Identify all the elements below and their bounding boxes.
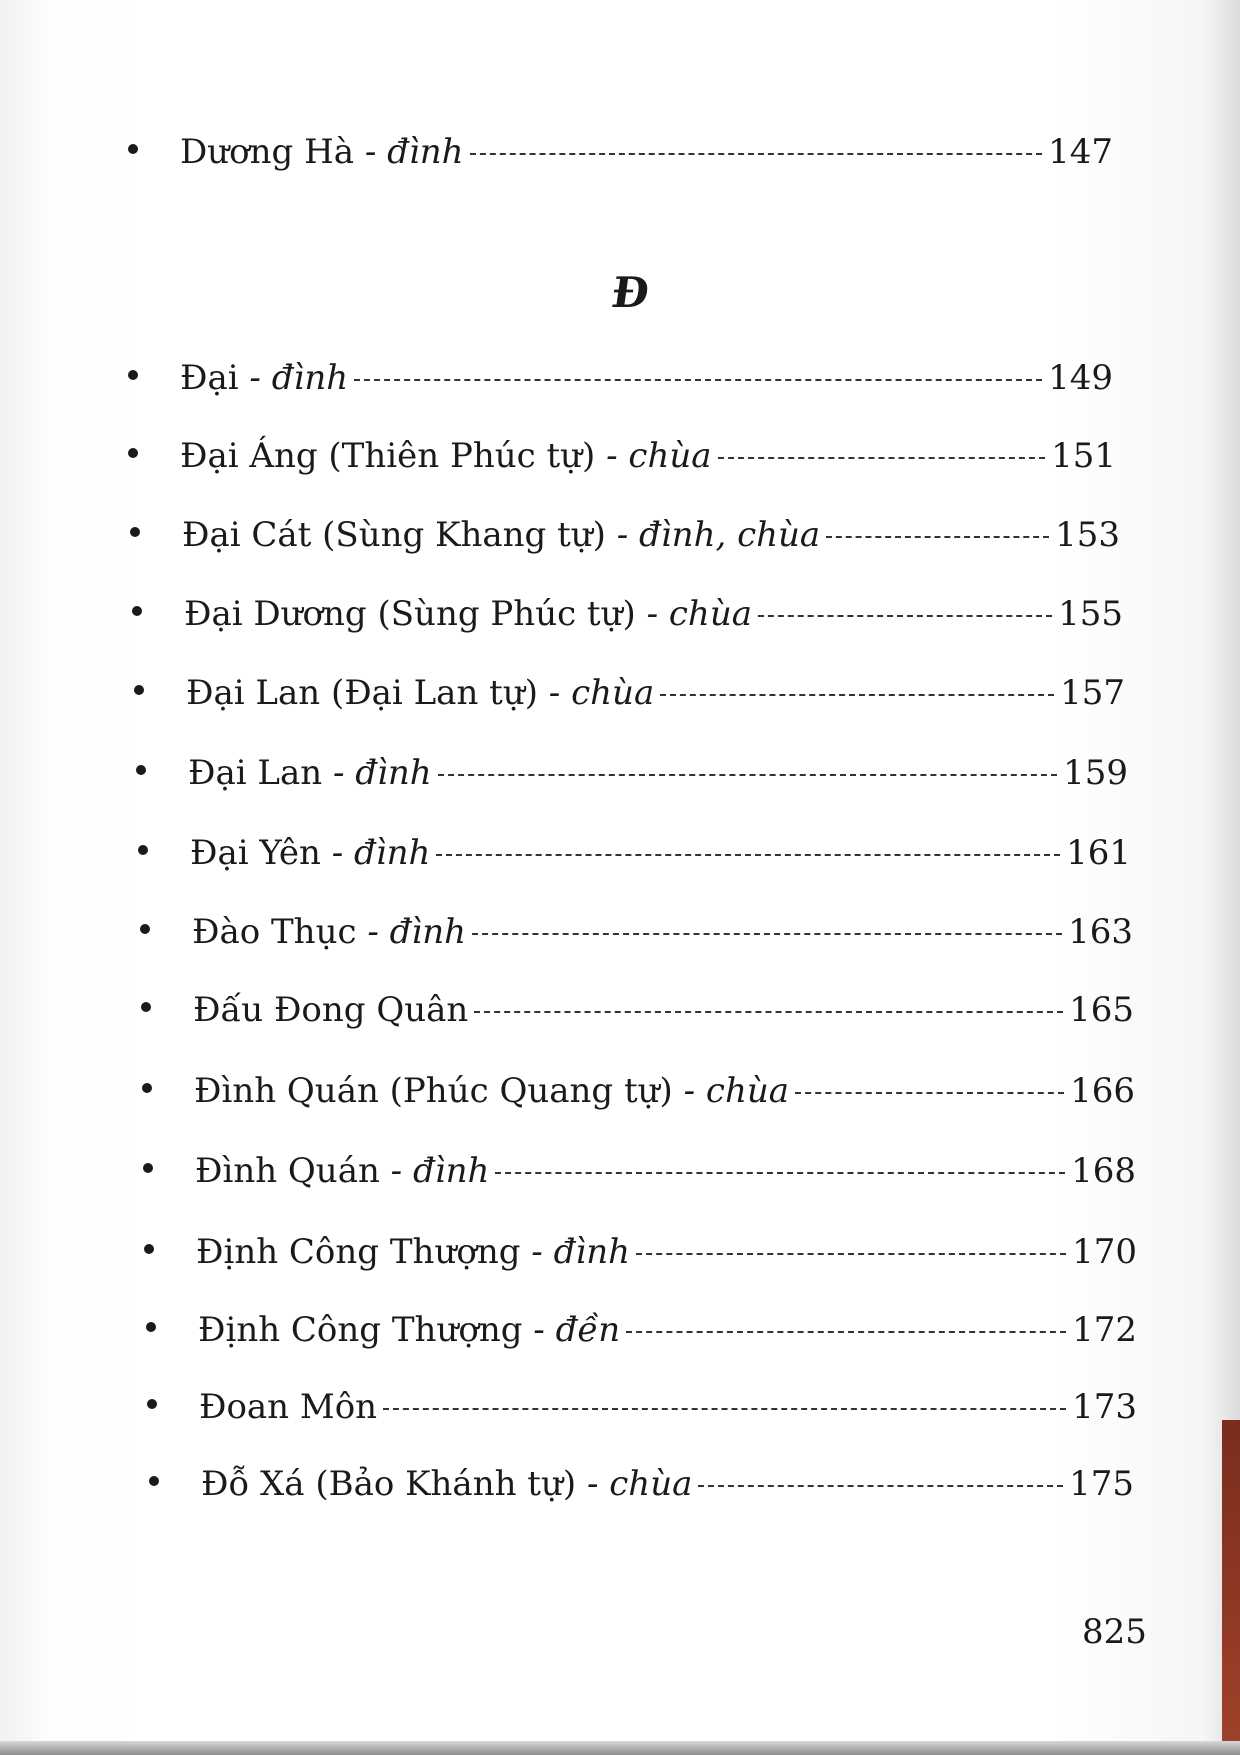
entry-page: 163	[1068, 912, 1133, 952]
dot-leader	[438, 774, 1057, 776]
dot-leader	[826, 536, 1049, 538]
book-edge-bottom	[0, 1741, 1240, 1755]
entry-type: - chùa	[538, 673, 655, 713]
entry-page: 151	[1051, 436, 1116, 476]
bullet-icon	[134, 685, 144, 695]
entry-name: Đỗ Xá (Bảo Khánh tự)	[201, 1464, 577, 1504]
section-letter: Đ	[608, 268, 653, 317]
entry-type: - đình	[320, 833, 431, 873]
entry-type: - đình	[379, 1151, 490, 1191]
bullet-icon	[147, 1399, 157, 1409]
entry-name: Đại Lan (Đại Lan tự)	[186, 673, 538, 713]
entry-page: 175	[1069, 1464, 1134, 1504]
entry-page: 153	[1055, 515, 1120, 555]
bullet-icon	[128, 144, 138, 154]
entry-name: Đại Lan	[188, 753, 323, 793]
toc-entry	[128, 132, 1113, 172]
dot-leader	[795, 1092, 1064, 1094]
entry-name: Đình Quán (Phúc Quang tự)	[194, 1071, 673, 1111]
entry-name: Đại Dương (Sùng Phúc tự)	[184, 594, 636, 634]
page-number: 825	[1082, 1612, 1147, 1652]
entry-name: Đình Quán	[195, 1151, 380, 1191]
dot-leader	[354, 379, 1042, 381]
toc-entry	[128, 358, 1113, 398]
entry-type: - đình, chùa	[605, 515, 821, 555]
dot-leader	[626, 1331, 1066, 1333]
bullet-icon	[144, 1244, 154, 1254]
entry-name: Đại Áng (Thiên Phúc tự)	[180, 436, 596, 476]
bullet-icon	[146, 1322, 156, 1332]
entry-page: 168	[1071, 1151, 1136, 1191]
entry-type: - đình	[238, 358, 349, 398]
toc-entry	[143, 1151, 1136, 1191]
entry-name: Định Công Thượng	[196, 1232, 521, 1272]
toc-entry	[136, 753, 1128, 793]
toc-entry	[132, 594, 1123, 634]
entry-type: - đình	[520, 1232, 631, 1272]
entry-page: 165	[1069, 990, 1134, 1030]
entry-type: - đình	[354, 132, 464, 172]
entry-name: Định Công Thượng	[198, 1310, 523, 1350]
bullet-icon	[128, 370, 138, 380]
bullet-icon	[142, 1083, 152, 1093]
entry-name: Đại Cát (Sùng Khang tự)	[182, 515, 606, 555]
dot-leader	[472, 933, 1062, 935]
entry-type: - chùa	[635, 594, 752, 634]
toc-entry	[147, 1387, 1137, 1427]
toc-entry	[138, 833, 1131, 873]
entry-type: - chùa	[672, 1071, 790, 1111]
bullet-icon	[130, 527, 140, 537]
entry-page: 173	[1072, 1387, 1137, 1427]
entry-type: - chùa	[595, 436, 712, 476]
entry-page: 159	[1063, 753, 1128, 793]
entry-name: Dương Hà	[180, 132, 355, 172]
bullet-icon	[149, 1476, 159, 1486]
toc-entry	[128, 436, 1116, 476]
dot-leader	[474, 1011, 1063, 1013]
toc-entry	[146, 1310, 1137, 1350]
entry-page: 170	[1072, 1232, 1137, 1272]
toc-entry	[141, 990, 1134, 1030]
entry-page: 157	[1060, 673, 1125, 713]
entry-page: 166	[1070, 1071, 1135, 1111]
dot-leader	[636, 1253, 1066, 1255]
dot-leader	[470, 153, 1043, 155]
book-edge-right	[1222, 1420, 1240, 1755]
bullet-icon	[132, 606, 142, 616]
toc-entry	[140, 912, 1133, 952]
bullet-icon	[138, 845, 148, 855]
entry-name: Đại Yên	[190, 833, 321, 873]
entry-type: - chùa	[576, 1464, 693, 1504]
toc-entry	[130, 515, 1120, 555]
bullet-icon	[128, 448, 138, 458]
entry-type: - đình	[322, 753, 432, 793]
entry-name: Đào Thục	[192, 912, 357, 952]
dot-leader	[718, 457, 1046, 459]
dot-leader	[758, 615, 1052, 617]
bullet-icon	[136, 765, 146, 775]
entry-page: 161	[1066, 833, 1131, 873]
toc-entry	[144, 1232, 1137, 1272]
entry-name: Đoan Môn	[199, 1387, 378, 1427]
dot-leader	[383, 1408, 1066, 1410]
entry-page: 149	[1048, 358, 1113, 398]
entry-page: 147	[1048, 132, 1113, 172]
bullet-icon	[140, 924, 150, 934]
entry-name: Đấu Đong Quân	[193, 990, 469, 1030]
dot-leader	[495, 1172, 1065, 1174]
toc-entry	[142, 1071, 1135, 1111]
dot-leader	[436, 854, 1060, 856]
entry-type: - đình	[356, 912, 467, 952]
toc-entry	[134, 673, 1125, 713]
bullet-icon	[141, 1002, 151, 1012]
dot-leader	[660, 694, 1054, 696]
entry-type: - đền	[522, 1310, 621, 1350]
dot-leader	[698, 1485, 1063, 1487]
toc-entry	[149, 1464, 1134, 1504]
entry-page: 172	[1072, 1310, 1137, 1350]
bullet-icon	[143, 1163, 153, 1173]
entry-page: 155	[1058, 594, 1123, 634]
entry-name: Đại	[180, 358, 239, 398]
